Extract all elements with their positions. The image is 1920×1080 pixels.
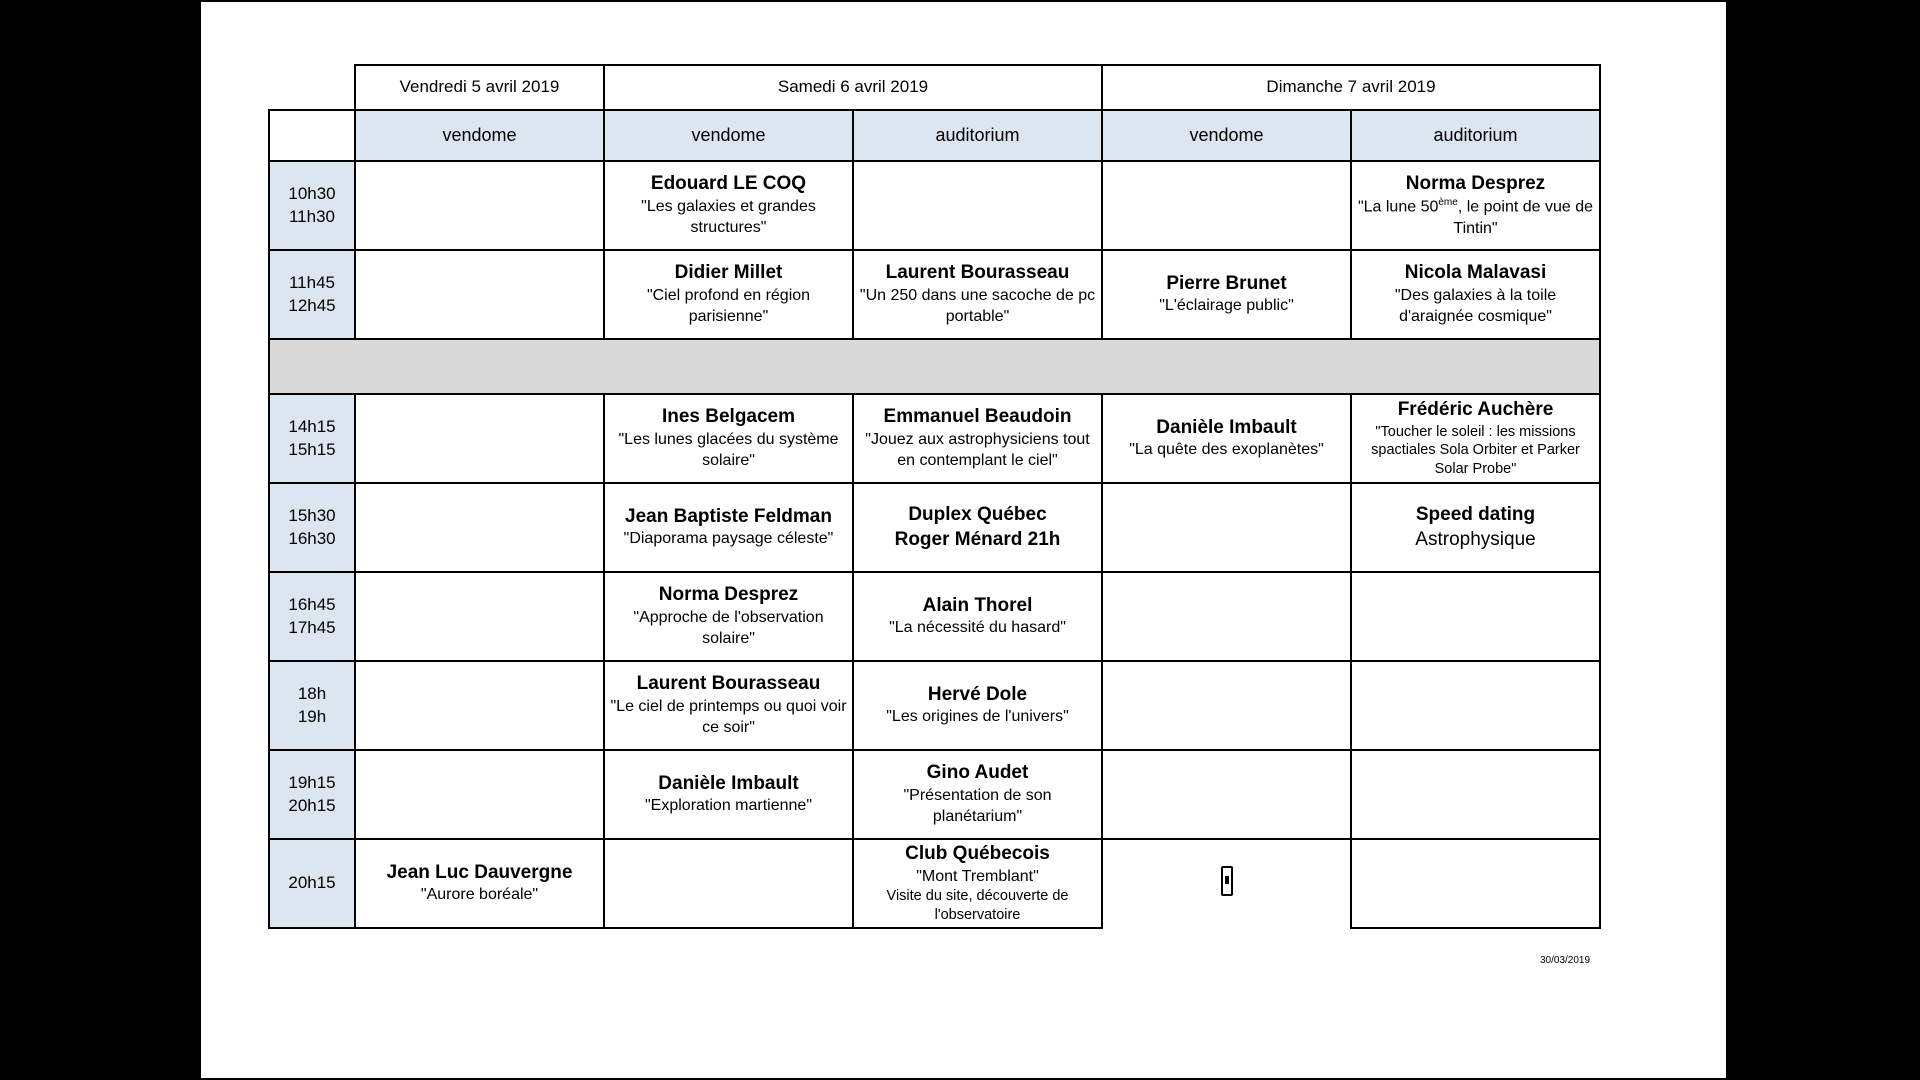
table-row: [269, 572, 1600, 661]
talk-title: "Ciel profond en région parisienne": [646, 287, 811, 325]
speaker-name: Gino Audet: [926, 762, 1029, 784]
talk-title: "L'éclairage public": [1159, 297, 1294, 315]
room-sat-auditorium: auditorium: [853, 110, 1102, 161]
speaker-name: Didier Millet: [674, 262, 783, 284]
speaker-name: Jean Baptiste Feldman: [625, 505, 832, 527]
talk-title: "Les lunes glacées du système solaire": [618, 431, 839, 469]
talk-title: "Jouez aux astrophysiciens tout en contemplant le ciel": [865, 431, 1090, 469]
time-cell: 18h 19h: [269, 661, 355, 750]
talk-title: "Les origines de l'univers": [886, 708, 1069, 726]
rooms-corner: [269, 110, 355, 161]
cell-sat-vendome: [604, 161, 853, 250]
speaker-name: Emmanuel Beaudoin: [883, 406, 1072, 428]
talk-title: "La lune 50ème, le point de vue de Tintin": [1357, 197, 1594, 237]
table-row: [269, 839, 1600, 928]
cell-sun-auditorium: [1351, 483, 1600, 572]
talk-title: "Aurore boréale": [420, 886, 539, 904]
cell-sun-vendome: [1102, 483, 1351, 572]
cell-sat-vendome: [604, 394, 853, 483]
schedule-table: [268, 64, 1601, 929]
talk-title: "Diaporama paysage céleste": [623, 530, 834, 548]
cell-sat-auditorium: [853, 572, 1102, 661]
speaker-name: Norma Desprez: [1405, 172, 1546, 194]
talk-title: "La quête des exoplanètes": [1129, 441, 1324, 459]
cell-sat-vendome: [604, 250, 853, 339]
table-row: [269, 750, 1600, 839]
room-fri-vendome: vendome: [355, 110, 604, 161]
cell-sat-vendome: [604, 572, 853, 661]
cell-sun-vendome: [1102, 161, 1351, 250]
rooms-header-row: [269, 110, 1600, 161]
cell-sun-auditorium: [1351, 394, 1600, 483]
cell-sun-vendome: [1102, 750, 1351, 839]
time-cell: 11h45 12h45: [269, 250, 355, 339]
cell-sat-auditorium: [853, 839, 1102, 928]
cell-fri-vendome: [355, 394, 604, 483]
speaker-name: Frédéric Auchère: [1397, 398, 1554, 420]
time-cell: 19h15 20h15: [269, 750, 355, 839]
time-cell: 20h15: [269, 839, 355, 928]
speaker-name: Pierre Brunet: [1166, 272, 1287, 294]
time-cell: 14h15 15h15: [269, 394, 355, 483]
cell-sat-vendome: [604, 661, 853, 750]
talk-title: "Approche de l'observation solaire": [633, 609, 824, 647]
cell-fri-vendome: [355, 839, 604, 928]
cell-sat-vendome: [604, 750, 853, 839]
event-line: Roger Ménard 21h: [894, 528, 1061, 550]
speaker-name: Jean Luc Dauvergne: [386, 861, 573, 883]
speaker-name: Alain Thorel: [922, 594, 1033, 616]
cell-sun-vendome: [1102, 250, 1351, 339]
speaker-name: Laurent Bourasseau: [636, 673, 821, 695]
break-row: [269, 339, 1600, 394]
cell-sat-auditorium: [853, 250, 1102, 339]
day-sunday: Dimanche 7 avril 2019: [1102, 65, 1600, 110]
event-name: Speed dating: [1415, 503, 1536, 525]
speaker-name: Nicola Malavasi: [1404, 262, 1547, 284]
cell-sun-vendome: [1102, 839, 1351, 928]
speaker-name: Club Québecois: [905, 842, 1050, 864]
speaker-name: Danièle Imbault: [1156, 416, 1297, 438]
cell-sun-auditorium: [1351, 750, 1600, 839]
talk-title: "La nécessité du hasard": [889, 619, 1066, 637]
talk-title: "Un 250 dans une sacoche de pc portable": [859, 287, 1096, 325]
table-row: [269, 483, 1600, 572]
talk-title: "Présentation de son planétarium": [903, 787, 1052, 825]
room-sat-vendome: vendome: [604, 110, 853, 161]
cell-sat-auditorium: [853, 161, 1102, 250]
talk-title: "Toucher le soleil : les missions spactiales Sola Orbiter et Parker Solar Probe": [1371, 423, 1580, 478]
talk-title: "Des galaxies à la toile d'araignée cosmique": [1394, 287, 1557, 325]
speaker-name: Laurent Bourasseau: [885, 262, 1070, 284]
cell-sat-vendome: [604, 483, 853, 572]
table-row: [269, 661, 1600, 750]
table-row: [269, 161, 1600, 250]
cell-fri-vendome: [355, 161, 604, 250]
day-saturday: Samedi 6 avril 2019: [604, 65, 1102, 110]
cell-sun-vendome: [1102, 661, 1351, 750]
speaker-name: Norma Desprez: [658, 584, 799, 606]
time-cell: 16h45 17h45: [269, 572, 355, 661]
cell-sun-auditorium: [1351, 839, 1600, 928]
time-cell: 10h30 11h30: [269, 161, 355, 250]
date-stamp: 30/03/2019: [1540, 955, 1591, 966]
cell-sat-auditorium: [853, 483, 1102, 572]
speaker-name: Ines Belgacem: [661, 406, 796, 428]
table-row: [269, 250, 1600, 339]
cell-sun-auditorium: [1351, 572, 1600, 661]
cell-sat-auditorium: [853, 394, 1102, 483]
cell-sun-vendome: [1102, 394, 1351, 483]
talk-title: "Le ciel de printemps ou quoi voir ce soir": [610, 698, 847, 736]
room-sun-vendome: vendome: [1102, 110, 1351, 161]
break-band: [269, 339, 1600, 394]
days-header-row: [269, 65, 1600, 110]
cell-fri-vendome: [355, 572, 604, 661]
cell-sun-auditorium: [1351, 161, 1600, 250]
day-friday: Vendredi 5 avril 2019: [355, 65, 604, 110]
talk-title: "Exploration martienne": [645, 797, 812, 815]
cell-sat-vendome: [604, 839, 853, 928]
event-subtitle: Astrophysique: [1415, 528, 1536, 550]
speaker-name: Hervé Dole: [927, 683, 1028, 705]
event-line: Duplex Québec: [908, 503, 1047, 525]
room-sun-auditorium: auditorium: [1351, 110, 1600, 161]
time-cell: 15h30 16h30: [269, 483, 355, 572]
corner-blank: [269, 65, 355, 110]
talk-title: "Les galaxies et grandes structures": [641, 198, 816, 236]
cell-fri-vendome: [355, 250, 604, 339]
phone-icon: [1221, 866, 1233, 896]
speaker-name: Danièle Imbault: [658, 772, 799, 794]
talk-note: Visite du site, découverte de l'observatoire: [886, 888, 1069, 924]
talk-title: "Mont Tremblant": [916, 867, 1039, 885]
cell-sun-auditorium: [1351, 661, 1600, 750]
cell-fri-vendome: [355, 750, 604, 839]
cell-fri-vendome: [355, 483, 604, 572]
cell-sat-auditorium: [853, 661, 1102, 750]
cell-sat-auditorium: [853, 750, 1102, 839]
cell-fri-vendome: [355, 661, 604, 750]
speaker-name: Edouard LE COQ: [650, 173, 807, 195]
cell-sun-vendome: [1102, 572, 1351, 661]
table-row: [269, 394, 1600, 483]
cell-sun-auditorium: [1351, 250, 1600, 339]
